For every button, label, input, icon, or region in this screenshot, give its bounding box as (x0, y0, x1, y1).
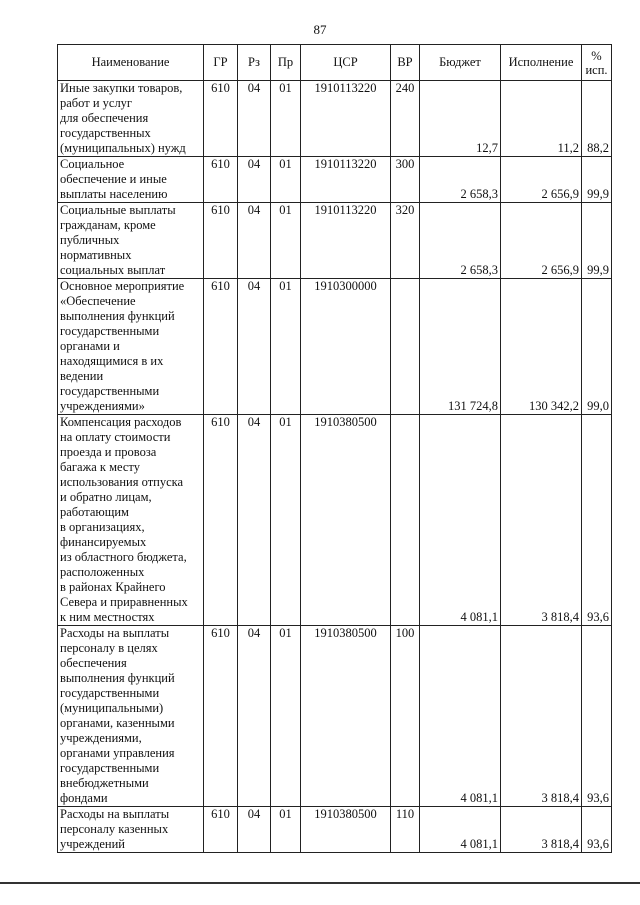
cell-csr: 1910380500 (301, 415, 391, 626)
cell-rz: 04 (238, 626, 271, 807)
cell-execution: 2 656,9 (501, 203, 582, 279)
header-csr: ЦСР (301, 45, 391, 81)
cell-budget: 2 658,3 (420, 203, 501, 279)
cell-name: Расходы на выплаты персоналу казенных учреждений (58, 807, 204, 853)
header-pr: Пр (271, 45, 301, 81)
cell-percent: 99,0 (582, 279, 612, 415)
table-body (58, 81, 612, 853)
cell-gr: 610 (204, 203, 238, 279)
cell-vr: 300 (391, 157, 420, 203)
table-row (58, 203, 612, 279)
table-row (58, 157, 612, 203)
cell-execution: 3 818,4 (501, 415, 582, 626)
cell-budget: 4 081,1 (420, 626, 501, 807)
cell-gr: 610 (204, 279, 238, 415)
cell-execution: 3 818,4 (501, 807, 582, 853)
cell-budget: 4 081,1 (420, 807, 501, 853)
cell-percent: 88,2 (582, 81, 612, 157)
cell-name: Расходы на выплаты персоналу в целях обеспечения выполнения функций государственными (муниципальными) органами, казенными учреждениями, органами управления государственными внебюджетными фондами (58, 626, 204, 807)
cell-execution: 11,2 (501, 81, 582, 157)
cell-vr: 100 (391, 626, 420, 807)
table-row (58, 279, 612, 415)
cell-rz: 04 (238, 203, 271, 279)
header-vr: ВР (391, 45, 420, 81)
cell-budget: 4 081,1 (420, 415, 501, 626)
cell-gr: 610 (204, 157, 238, 203)
cell-name: Социальное обеспечение и иные выплаты населению (58, 157, 204, 203)
header-rz: Рз (238, 45, 271, 81)
header-percent-label: исп. (585, 62, 608, 77)
cell-gr: 610 (204, 626, 238, 807)
cell-vr (391, 279, 420, 415)
cell-name: Социальные выплаты гражданам, кроме публичных нормативных социальных выплат (58, 203, 204, 279)
cell-csr: 1910113220 (301, 203, 391, 279)
header-percent (582, 45, 612, 81)
cell-gr: 610 (204, 807, 238, 853)
header-name: Наименование (58, 45, 204, 81)
cell-pr: 01 (271, 157, 301, 203)
cell-budget: 12,7 (420, 81, 501, 157)
cell-percent: 99,9 (582, 203, 612, 279)
cell-percent: 93,6 (582, 626, 612, 807)
page-bottom-rule (0, 882, 640, 884)
header-budget: Бюджет (420, 45, 501, 81)
cell-execution: 2 656,9 (501, 157, 582, 203)
page-number: 87 (313, 22, 327, 37)
table-row (58, 626, 612, 807)
cell-csr: 1910380500 (301, 626, 391, 807)
cell-csr: 1910113220 (301, 157, 391, 203)
table-row (58, 807, 612, 853)
cell-pr: 01 (271, 203, 301, 279)
cell-pr: 01 (271, 415, 301, 626)
cell-csr: 1910380500 (301, 807, 391, 853)
cell-vr: 110 (391, 807, 420, 853)
cell-percent: 99,9 (582, 157, 612, 203)
table-row (58, 415, 612, 626)
cell-percent: 93,6 (582, 415, 612, 626)
cell-pr: 01 (271, 81, 301, 157)
header-execution: Исполнение (501, 45, 582, 81)
cell-gr: 610 (204, 81, 238, 157)
cell-pr: 01 (271, 626, 301, 807)
cell-name: Компенсация расходов на оплату стоимости проезда и провоза багажа к месту использования отпуска и обратно лицам, работающим в организациях, финансируемых из областного бюджета, расположенных в районах Крайнего Севера и приравненных к ним местностях (58, 415, 204, 626)
cell-name: Основное мероприятие «Обеспечение выполнения функций государственными органами и находящимися в их ведении государственными учреждениями» (58, 279, 204, 415)
cell-budget: 2 658,3 (420, 157, 501, 203)
table-row (58, 81, 612, 157)
cell-vr (391, 415, 420, 626)
cell-name: Иные закупки товаров, работ и услуг для обеспечения государственных (муниципальных) нужд (58, 81, 204, 157)
cell-execution: 3 818,4 (501, 626, 582, 807)
cell-gr: 610 (204, 415, 238, 626)
cell-execution: 130 342,2 (501, 279, 582, 415)
budget-table (57, 44, 612, 853)
cell-budget: 131 724,8 (420, 279, 501, 415)
cell-rz: 04 (238, 279, 271, 415)
cell-csr: 1910113220 (301, 81, 391, 157)
cell-rz: 04 (238, 81, 271, 157)
cell-csr: 1910300000 (301, 279, 391, 415)
cell-vr: 240 (391, 81, 420, 157)
cell-vr: 320 (391, 203, 420, 279)
cell-pr: 01 (271, 807, 301, 853)
cell-percent: 93,6 (582, 807, 612, 853)
cell-rz: 04 (238, 415, 271, 626)
cell-pr: 01 (271, 279, 301, 415)
cell-rz: 04 (238, 807, 271, 853)
header-gr: ГР (204, 45, 238, 81)
header-percent-symbol: % (591, 48, 602, 63)
table-header-row (58, 45, 612, 81)
cell-rz: 04 (238, 157, 271, 203)
